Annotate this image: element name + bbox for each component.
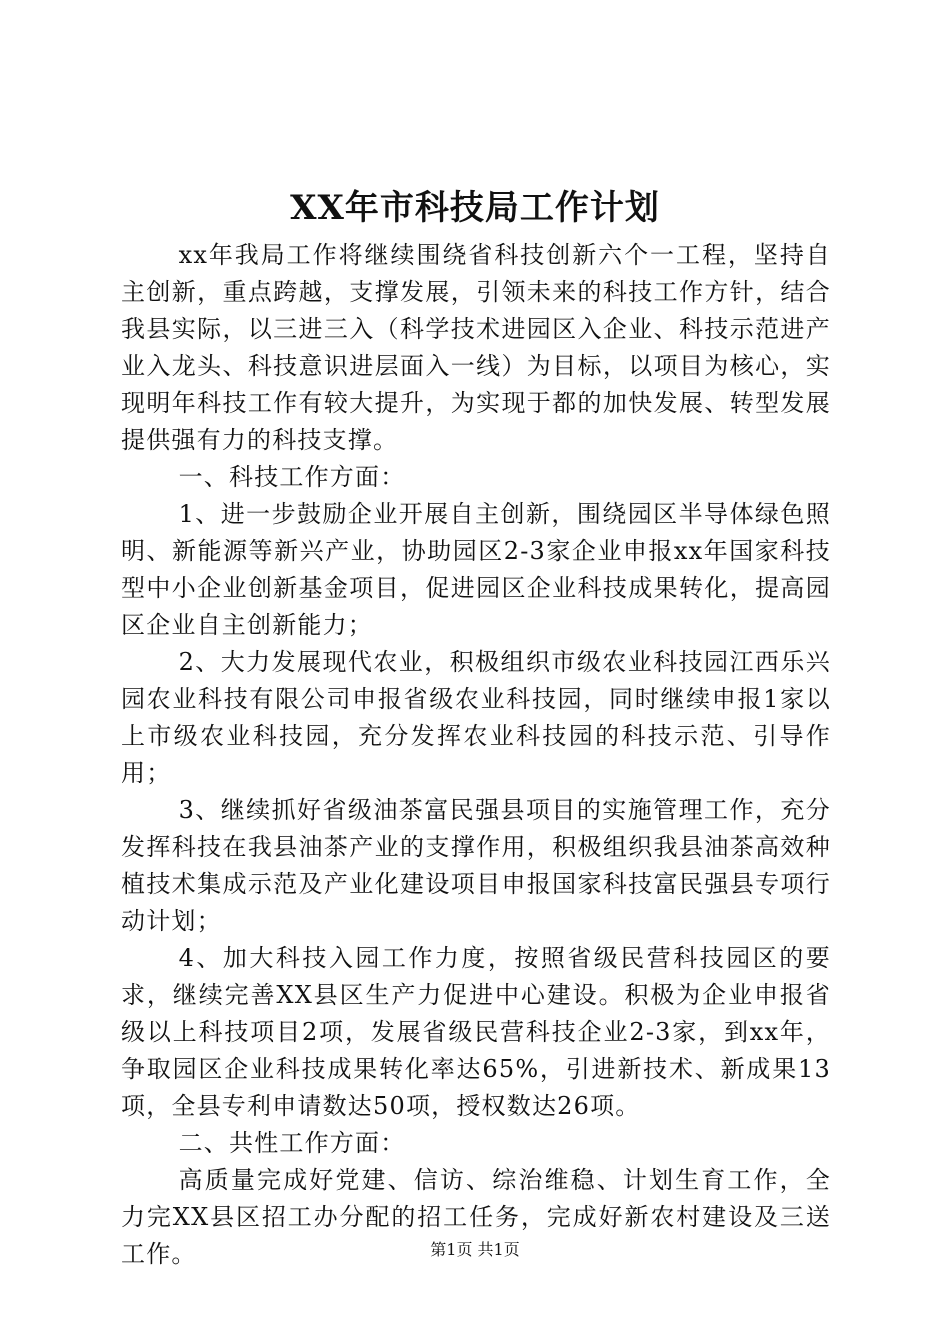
paragraph-item-4: 4、加大科技入园工作力度，按照省级民营科技园区的要求，继续完善XX县区生产力促进中心建设。积极为企业申报省级以上科技项目2项，发展省级民营科技企业2-3家，到xx年，争取园区企业科技成果转化率达65%，引进新技术、新成果13项，全县专利申请数达50项，授权数达26项。 [121, 944, 831, 1120]
paragraph-item-3: 3、继续抓好省级油茶富民强县项目的实施管理工作，充分发挥科技在我县油茶产业的支撑作用，积极组织我县油茶高效种植技术集成示范及产业化建设项目申报国家科技富民强县专项行动计划； [121, 796, 831, 935]
paragraph-intro: xx年我局工作将继续围绕省科技创新六个一工程，坚持自主创新，重点跨越，支撑发展，引领未来的科技工作方针，结合我县实际，以三进三入（科学技术进园区入企业、科技示范进产业入龙头、科技意识进层面入一线）为目标，以项目为核心，实现明年科技工作有较大提升，为实现于都的加快发展、转型发展提供强有力的科技支撑。 [121, 241, 831, 454]
page-footer: 第1页 共1页 [430, 1240, 520, 1259]
section-heading-common-work: 二、共性工作方面： [178, 1129, 406, 1157]
document-body [121, 237, 831, 1273]
paragraph-common-work: 高质量完成好党建、信访、综治维稳、计划生育工作，全力完XX县区招工办分配的招工任务，完成好新农村建设及三送工作。 [121, 1166, 831, 1268]
section-heading-tech-work: 一、科技工作方面： [178, 463, 406, 491]
paragraph-item-1: 1、进一步鼓励企业开展自主创新，围绕园区半导体绿色照明、新能源等新兴产业，协助园区2-3家企业申报xx年国家科技型中小企业创新基金项目，促进园区企业科技成果转化，提高园区企业自主创新能力； [121, 500, 831, 639]
document-title: XX年市科技局工作计划 [290, 188, 660, 228]
paragraph-item-2: 2、大力发展现代农业，积极组织市级农业科技园江西乐兴园农业科技有限公司申报省级农业科技园，同时继续申报1家以上市级农业科技园，充分发挥农业科技园的科技示范、引导作用； [121, 648, 831, 787]
